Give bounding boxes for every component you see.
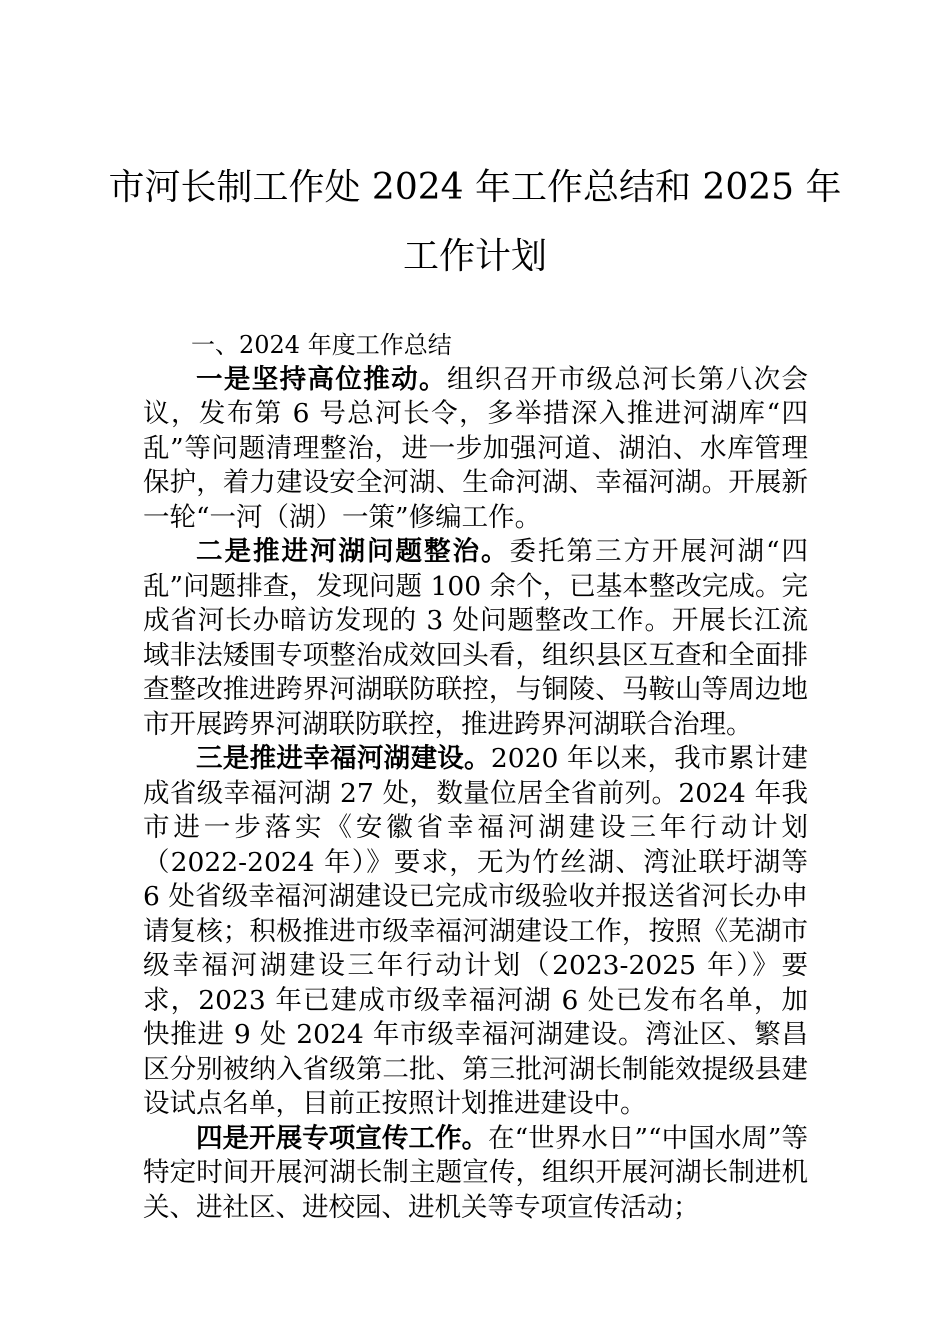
paragraph-2-lead: 二是推进河湖问题整治。 (196, 536, 510, 567)
paragraph-4-text: 在“世界水日”“中国水周”等特定时间开展河湖长制主题宣传，组织开展河湖长制进机关、进社区、进校园、进机关等专项宣传活动； (143, 1122, 808, 1223)
paragraph-1-lead: 一是坚持高位推动。 (196, 363, 447, 395)
paragraph-3-text: 2020 年以来，我市累计建成省级幸福河湖 27 处，数量位居全省前列。2024 年我市进一步落实《安徽省幸福河湖建设三年行动计划（2022-2024 年）》要求，无为竹丝湖、湾沚联圩湖等 6 处省级幸福河湖建设已完成市级验收并报送省河长办申请复核；积极推进市级幸福河湖建设工作，按照《芜湖市级幸福河湖建设三年行动计划（2023-2025 年）》要求，2023 年已建成市级幸福河湖 6 处已发布名单，加快推进 9 处 2024 年市级幸福河湖建设。湾沚区、繁昌区分别被纳入省级第二批、第三批河湖长制能效提级县建设试点名单，目前正按照计划推进建设中。 (143, 743, 808, 1119)
paragraph-2-text: 委托第三方开展河湖“四乱”问题排查，发现问题 100 余个，已基本整改完成。完成省河长办暗访发现的 3 处问题整改工作。开展长江流域非法矮围专项整治成效回头看，组织县区互查和全面排查整改推进跨界河湖联防联控，与铜陵、马鞍山等周边地市开展跨界河湖联防联控，推进跨界河湖联合治理。 (143, 536, 808, 740)
paragraph-2 (143, 535, 808, 742)
paragraph-1-text: 组织召开市级总河长第八次会议，发布第 6 号总河长令，多举措深入推进河湖库“四乱”等问题清理整治，进一步加强河道、湖泊、水库管理保护，着力建设安全河湖、生命河湖、幸福河湖。开展新一轮“一河（湖）一策”修编工作。 (143, 363, 809, 533)
paragraph-4 (143, 1122, 808, 1226)
paragraph-4-lead: 四是开展专项宣传工作。 (196, 1122, 489, 1154)
section-heading: 一、2024 年度工作总结 (191, 331, 452, 359)
paragraph-1 (143, 363, 808, 536)
document-body (143, 328, 808, 1225)
paragraph-3-lead: 三是推进幸福河湖建设。 (196, 743, 491, 774)
paragraph-3 (143, 742, 808, 1122)
document-title-line-1: 市河长制工作处 2024 年工作总结和 2025 年 (108, 167, 842, 208)
document-title-line-2: 工作计划 (402, 236, 547, 277)
